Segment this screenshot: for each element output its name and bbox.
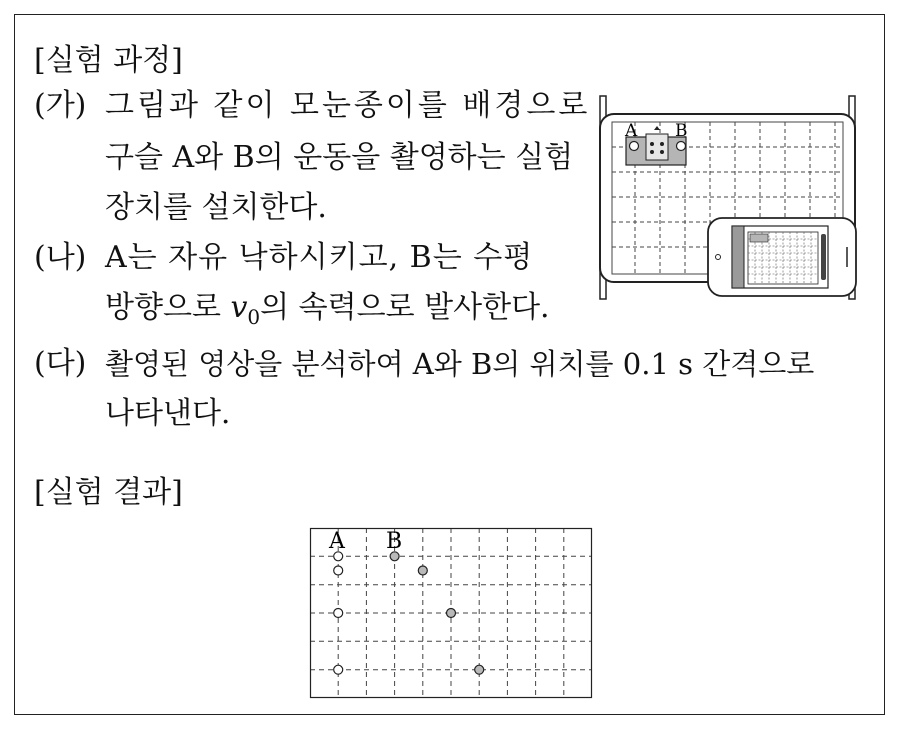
step-da-line2: 나타낸다. xyxy=(105,396,231,431)
step-ga-marker: (가) xyxy=(34,88,87,123)
ball-b-position xyxy=(447,609,456,618)
screen-preview-launcher xyxy=(750,234,768,242)
apparatus-label-a: A xyxy=(625,121,638,141)
step-ga-line1: 그림과 같이 모눈종이를 배경으로 xyxy=(105,88,591,123)
ball-b-position xyxy=(418,566,427,575)
step-na-line2-post: 의 속력으로 발사한다. xyxy=(260,290,550,325)
camera-shutter-bar xyxy=(821,234,826,280)
step-ga-line3: 장치를 설치한다. xyxy=(105,190,327,225)
step-da-line1: 촬영된 영상을 분석하여 A와 B의 위치를 0.1 s 간격으로 xyxy=(105,347,815,381)
step-na-marker: (나) xyxy=(34,240,87,275)
ball-b-position xyxy=(475,665,484,674)
ball-a-position xyxy=(334,609,343,618)
camera-control-panel xyxy=(732,226,744,288)
step-da-marker: (다) xyxy=(34,346,87,381)
v0-symbol: $v_0$ xyxy=(230,290,261,329)
step-na-line2-pre: 방향으로 xyxy=(105,290,221,325)
results-heading: [실험 결과] xyxy=(34,475,183,510)
apparatus-ball-a xyxy=(630,142,639,151)
step-ga-line2: 구슬 A와 B의 운동을 촬영하는 실험 xyxy=(105,140,574,175)
apparatus-illustration xyxy=(590,92,865,307)
procedure-heading: [실험 과정] xyxy=(34,43,183,78)
launcher-body xyxy=(646,134,668,160)
apparatus-label-b: B xyxy=(675,121,688,141)
result-grid xyxy=(310,528,592,698)
ball-a-position xyxy=(334,566,343,575)
result-label-a: A xyxy=(329,529,345,554)
step-na-line2 xyxy=(105,290,550,335)
result-label-b: B xyxy=(386,529,403,554)
ball-a-position xyxy=(334,665,343,674)
step-na-line1: A는 자유 낙하시키고, B는 수평 xyxy=(105,240,534,275)
apparatus-ball-b xyxy=(677,142,686,151)
